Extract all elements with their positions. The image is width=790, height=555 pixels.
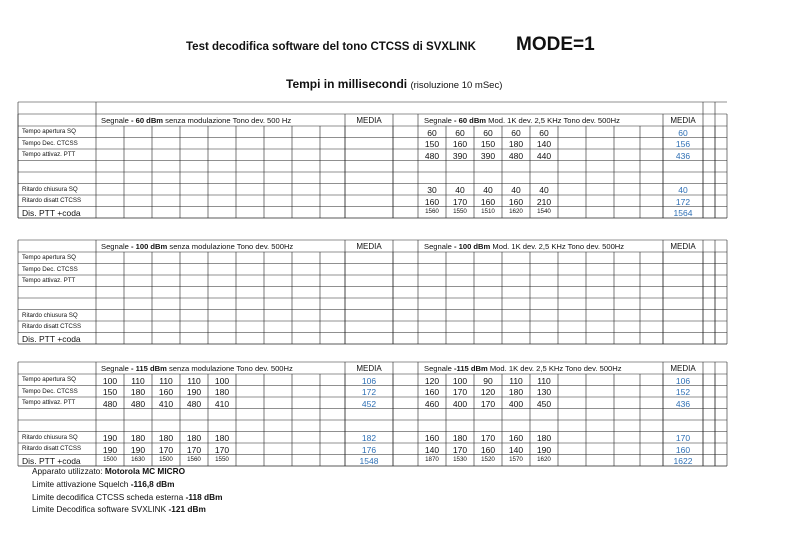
measurement-value: 170 (452, 444, 468, 455)
measurement-value: 160 (158, 387, 174, 397)
measurement-value: 60 (427, 127, 437, 138)
average-value: 436 (675, 398, 691, 409)
measurement-value: 190 (102, 444, 118, 455)
row-label: Tempo Dec. CTCSS (22, 139, 78, 147)
measurement-value: 110 (159, 375, 173, 386)
measurement-value: 120 (424, 375, 440, 386)
average-value: 1564 (673, 208, 693, 218)
measurement-value: 180 (186, 433, 202, 443)
measurement-value: 1550 (453, 208, 467, 215)
measurement-value: 160 (480, 444, 496, 455)
media-header-right: MEDIA (670, 242, 696, 251)
measurement-value: 1620 (537, 456, 551, 463)
measurement-value: 1560 (425, 208, 439, 215)
measurement-value: 180 (158, 433, 174, 443)
row-label: Ritardo disatt CTCSS (22, 197, 82, 205)
row-label: Tempo apertura SQ (22, 128, 76, 136)
measurement-value: 180 (130, 433, 146, 443)
measurement-value: 40 (511, 185, 521, 195)
equipment-notes (32, 465, 222, 516)
signal-header-left-1: Segnale - 60 dBm senza modulazione Tono dev. 500 Hz (101, 116, 292, 125)
subtitle-note: (risoluzione 10 mSec) (410, 80, 503, 91)
average-value: 106 (361, 375, 377, 386)
average-value: 160 (675, 444, 691, 455)
measurement-value: 160 (424, 196, 440, 207)
measurement-value: 170 (186, 444, 202, 455)
measurement-value: 40 (539, 185, 549, 195)
measurement-value: 410 (214, 398, 230, 409)
measurement-value: 480 (102, 398, 118, 409)
average-value: 452 (361, 398, 377, 409)
row-label: Ritardo chiusura SQ (22, 311, 78, 319)
measurement-value: 180 (452, 433, 468, 443)
measurement-value: 60 (511, 127, 521, 138)
row-label: Tempo attivaz. PTT (22, 277, 76, 285)
measurement-value: 60 (455, 127, 465, 138)
measurement-value: 480 (186, 398, 202, 409)
measurement-value: 170 (158, 444, 174, 455)
media-header-right: MEDIA (670, 116, 696, 125)
measurement-value: 400 (452, 398, 468, 409)
measurement-value: 1500 (159, 456, 173, 463)
measurement-value: 1870 (425, 456, 439, 463)
measurement-value: 160 (508, 433, 524, 443)
average-value: 152 (675, 387, 691, 397)
measurement-value: 110 (537, 375, 551, 386)
average-value: 60 (678, 127, 688, 138)
row-label: Tempo Dec. CTCSS (22, 387, 78, 395)
measurement-value: 480 (130, 398, 146, 409)
signal-header-left-2: Segnale - 100 dBm senza modulazione Tono dev. 500Hz (101, 242, 294, 251)
measurement-value: 100 (102, 375, 118, 386)
media-header-left: MEDIA (356, 116, 382, 125)
measurement-value: 190 (130, 444, 146, 455)
subtitle-text: Tempi in millisecondi (286, 77, 408, 91)
measurement-value: 170 (452, 196, 468, 207)
average-value: 436 (675, 150, 691, 161)
measurement-value: 180 (536, 433, 552, 443)
average-value: 176 (361, 444, 377, 455)
measurement-value: 180 (508, 387, 524, 397)
measurement-value: 1630 (131, 456, 145, 463)
measurement-value: 110 (131, 375, 145, 386)
measurement-value: 170 (452, 387, 468, 397)
measurement-value: 130 (536, 387, 552, 397)
measurement-value: 1560 (187, 456, 201, 463)
measurement-value: 100 (214, 375, 230, 386)
row-label: Ritardo disatt CTCSS (22, 445, 82, 453)
measurement-value: 140 (536, 139, 552, 149)
measurement-value: 150 (102, 387, 118, 397)
row-label: Dis. PTT +coda (22, 334, 81, 344)
measurement-value: 180 (214, 387, 230, 397)
measurement-value: 1520 (481, 456, 495, 463)
average-value: 106 (675, 375, 691, 386)
media-header-right: MEDIA (670, 364, 696, 373)
measurement-value: 150 (424, 139, 440, 149)
measurement-value: 1530 (453, 456, 467, 463)
measurement-value: 110 (187, 375, 201, 386)
measurement-value: 170 (480, 433, 496, 443)
measurement-value: 40 (483, 185, 493, 195)
measurement-value: 170 (480, 398, 496, 409)
measurement-value: 1550 (215, 456, 229, 463)
measurement-value: 450 (536, 398, 552, 409)
measurement-value: 180 (130, 387, 146, 397)
measurement-value: 440 (536, 150, 552, 161)
average-value: 182 (361, 433, 377, 443)
row-label: Dis. PTT +coda (22, 208, 81, 218)
measurement-value: 110 (509, 375, 523, 386)
measurement-value: 180 (508, 139, 524, 149)
row-label: Tempo attivaz. PTT (22, 399, 76, 407)
measurement-value: 1500 (103, 456, 117, 463)
media-header-left: MEDIA (356, 364, 382, 373)
measurement-value: 410 (158, 398, 174, 409)
measurement-value: 160 (480, 196, 496, 207)
measurement-value: 390 (452, 150, 468, 161)
measurement-value: 100 (452, 375, 468, 386)
row-label: Ritardo disatt CTCSS (22, 323, 82, 331)
measurement-value: 480 (424, 150, 440, 161)
measurement-value: 140 (424, 444, 440, 455)
row-label: Tempo apertura SQ (22, 376, 76, 384)
measurement-value: 170 (214, 444, 230, 455)
measurement-value: 460 (424, 398, 440, 409)
measurement-value: 190 (536, 444, 552, 455)
measurement-value: 480 (508, 150, 524, 161)
row-label: Tempo Dec. CTCSS (22, 265, 78, 273)
measurement-value: 1620 (509, 208, 523, 215)
measurement-value: 390 (480, 150, 496, 161)
footer-line-device: Apparato utilizzato: Motorola MC MICRO (32, 466, 186, 476)
measurement-value: 160 (452, 139, 468, 149)
measurement-value: 190 (186, 387, 202, 397)
measurement-value: 90 (483, 375, 493, 386)
measurement-value: 1510 (481, 208, 495, 215)
average-value: 170 (675, 433, 691, 443)
measurement-value: 150 (480, 139, 496, 149)
row-label: Tempo attivaz. PTT (22, 151, 76, 159)
row-label: Tempo apertura SQ (22, 254, 76, 262)
measurement-value: 30 (427, 185, 437, 195)
measurement-value: 40 (455, 185, 465, 195)
measurement-value: 190 (102, 433, 118, 443)
row-label: Dis. PTT +coda (22, 456, 81, 466)
footer-line-squelch: Limite attivazione Squelch -116,8 dBm (32, 478, 175, 489)
row-label: Ritardo chiusura SQ (22, 185, 78, 193)
signal-header-right-1: Segnale - 60 dBm Mod. 1K dev. 2,5 KHz Tono dev. 500Hz (424, 116, 620, 125)
average-value: 1622 (673, 456, 693, 466)
measurement-value: 160 (508, 196, 524, 207)
measurement-value: 180 (214, 433, 230, 443)
measurement-value: 120 (480, 387, 496, 397)
measurement-value: 1570 (509, 456, 523, 463)
document-title: Test decodifica software del tono CTCSS di SVXLINK (186, 41, 476, 53)
measurement-value: 400 (508, 398, 524, 409)
signal-header-right-2: Segnale - 100 dBm Mod. 1K dev. 2,5 KHz Tono dev. 500Hz (424, 242, 625, 251)
signal-header-left-3: Segnale - 115 dBm senza modulazione Tono dev. 500Hz (101, 364, 293, 373)
average-value: 156 (675, 139, 691, 149)
average-value: 40 (678, 185, 688, 195)
measurement-value: 160 (424, 387, 440, 397)
measurement-value: 140 (508, 444, 524, 455)
row-label: Ritardo chiusura SQ (22, 433, 78, 441)
footer-line-ctcss-external: Limite decodifica CTCSS scheda esterna -118 dBm (32, 491, 223, 502)
measurement-value: 60 (539, 127, 549, 138)
measurement-value: 60 (483, 127, 493, 138)
average-value: 172 (361, 387, 377, 397)
signal-header-right-3: Segnale -115 dBm Mod. 1K dev. 2,5 KHz Tono dev. 500Hz (424, 364, 622, 373)
measurement-value: 1540 (537, 208, 551, 215)
average-value: 172 (675, 196, 691, 207)
footer-line-ctcss-software: Limite Decodifica software SVXLINK -121 dBm (32, 504, 206, 515)
average-value: 1548 (359, 456, 379, 466)
mode-label: MODE=1 (516, 34, 595, 55)
measurement-value: 160 (424, 433, 440, 443)
measurement-value: 210 (536, 196, 552, 207)
media-header-left: MEDIA (356, 242, 382, 251)
